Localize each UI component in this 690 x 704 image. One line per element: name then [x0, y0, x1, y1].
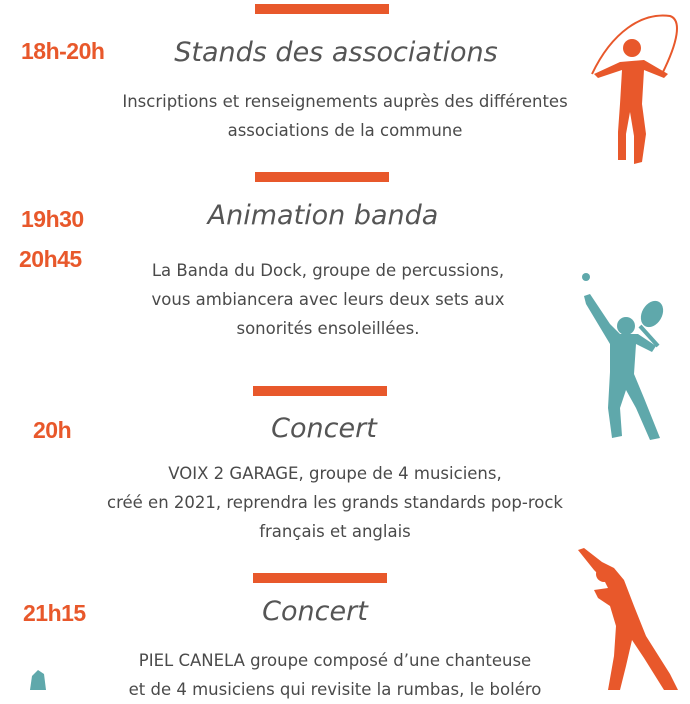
- event-title: Concert: [262, 596, 368, 627]
- event-description: [55, 459, 615, 546]
- stretching-woman-silhouette-icon: [574, 546, 686, 690]
- description-line: La Banda du Dock, groupe de percussions,: [151, 261, 505, 280]
- tennis-player-silhouette-icon: [570, 268, 675, 443]
- event-description: [55, 646, 615, 704]
- description-line: associations de la commune: [227, 121, 463, 140]
- event-description: [48, 256, 608, 343]
- teal-figure-partial-icon: [24, 668, 50, 690]
- event-time: 19h30: [21, 206, 84, 232]
- event-description: [65, 87, 625, 145]
- description-line: sonorités ensoleillées.: [236, 319, 420, 338]
- description-line: PIEL CANELA groupe composé d’une chanteuse: [138, 651, 532, 670]
- description-line: et de 4 musiciens qui revisite la rumbas, le boléro: [128, 680, 542, 699]
- event-time: 20h: [33, 417, 72, 443]
- description-line: créé en 2021, reprendra les grands standards pop-rock: [107, 493, 563, 512]
- description-line: VOIX 2 GARAGE, groupe de 4 musiciens,: [168, 464, 502, 483]
- event-time: 21h15: [23, 600, 86, 626]
- event-title: Animation banda: [207, 200, 439, 231]
- event-title: Stands des associations: [174, 37, 498, 68]
- description-line: français et anglais: [259, 522, 411, 541]
- jump-rope-silhouette-icon: [582, 12, 682, 170]
- divider-bar: [253, 386, 387, 396]
- event-time: 20h45: [19, 246, 82, 272]
- description-line: vous ambiancera avec leurs deux sets aux: [151, 290, 505, 309]
- description-line: Inscriptions et renseignements auprès des différentes: [122, 92, 568, 111]
- divider-bar: [253, 573, 387, 583]
- event-title: Concert: [271, 413, 377, 444]
- divider-bar: [255, 172, 389, 182]
- event-time: 18h-20h: [21, 38, 105, 64]
- divider-bar: [255, 4, 389, 14]
